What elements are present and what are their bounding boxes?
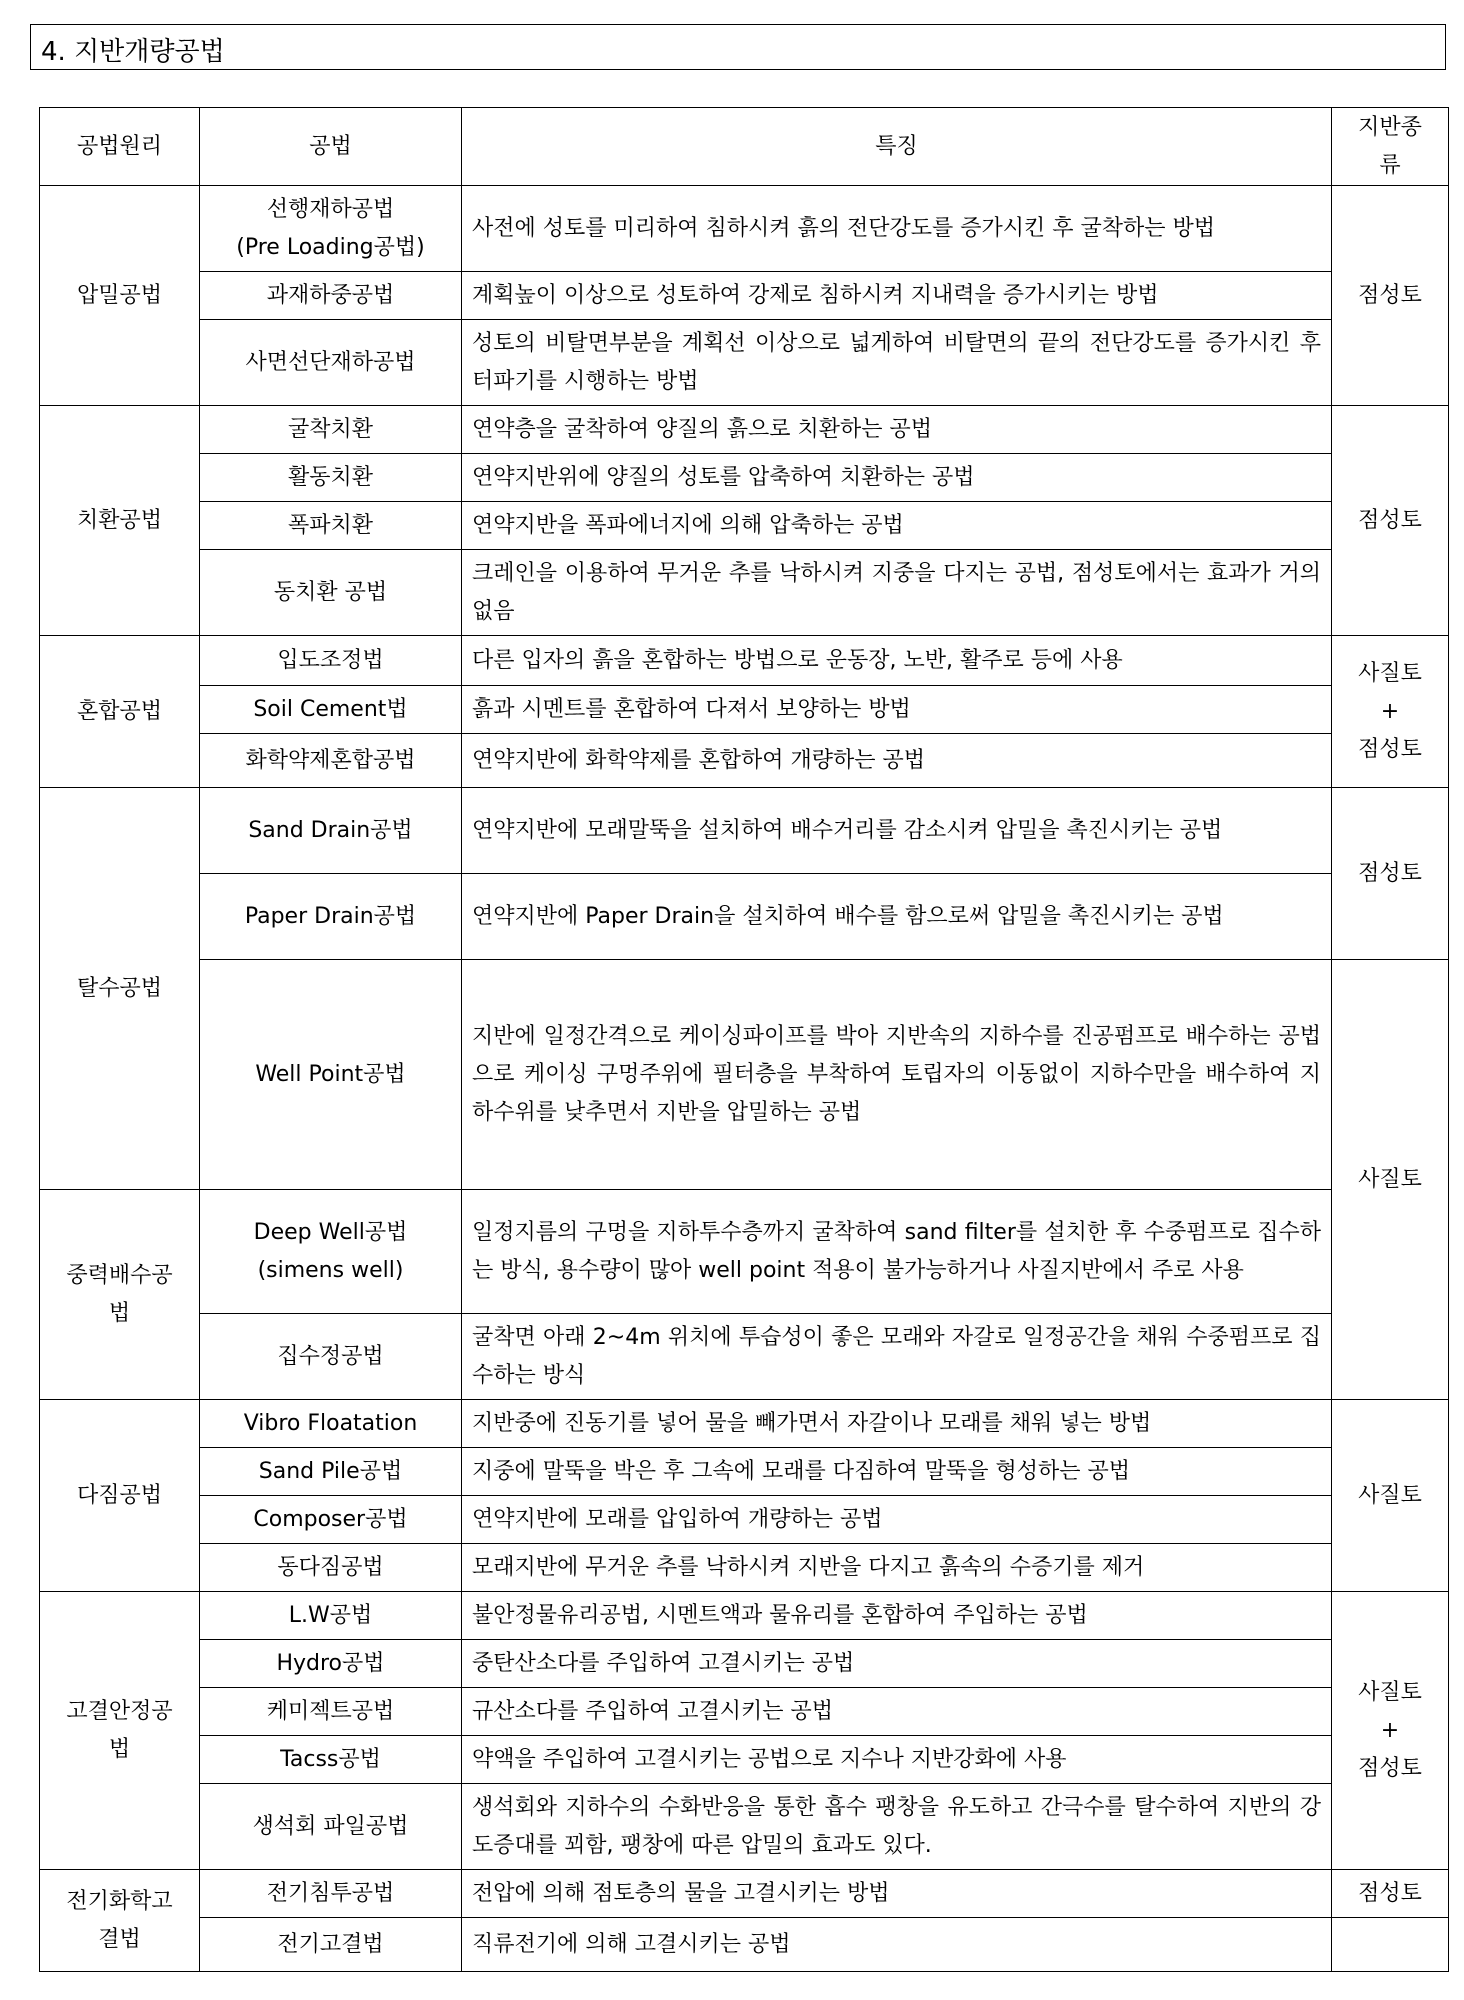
method-cell: 동치환 공법	[200, 550, 462, 636]
feature-cell: 직류전기에 의해 고결시키는 공법	[462, 1918, 1332, 1972]
ground-cell: 점성토	[1332, 406, 1449, 636]
principle-cell: 다짐공법	[40, 1400, 200, 1592]
table-row	[40, 1918, 1449, 1972]
method-cell: 전기고결법	[200, 1918, 462, 1972]
table-row	[40, 1314, 1449, 1400]
principle-cell: 치환공법	[40, 406, 200, 636]
table-row	[40, 1784, 1449, 1870]
header-principle: 공법원리	[40, 108, 200, 186]
feature-cell: 불안정물유리공법, 시멘트액과 물유리를 혼합하여 주입하는 공법	[462, 1592, 1332, 1640]
feature-cell: 계획높이 이상으로 성토하여 강제로 침하시켜 지내력을 증가시키는 방법	[462, 272, 1332, 320]
table-row	[40, 1736, 1449, 1784]
feature-cell: 다른 입자의 흙을 혼합하는 방법으로 운동장, 노반, 활주로 등에 사용	[462, 636, 1332, 686]
feature-cell: 연약지반에 모래를 압입하여 개량하는 공법	[462, 1496, 1332, 1544]
method-cell: 동다짐공법	[200, 1544, 462, 1592]
method-cell: 선행재하공법 (Pre Loading공법)	[200, 186, 462, 272]
table-row	[40, 1688, 1449, 1736]
method-cell: 폭파치환	[200, 502, 462, 550]
method-cell: 화학약제혼합공법	[200, 734, 462, 788]
table-row	[40, 1400, 1449, 1448]
ground-cell: 사질토 + 점성토	[1332, 1592, 1449, 1870]
feature-cell: 중탄산소다를 주입하여 고결시키는 공법	[462, 1640, 1332, 1688]
method-cell: 입도조정법	[200, 636, 462, 686]
table-row	[40, 1496, 1449, 1544]
ground-cell: 점성토	[1332, 788, 1449, 960]
table-row	[40, 320, 1449, 406]
ground-cell	[1332, 1918, 1449, 1972]
table-row	[40, 1448, 1449, 1496]
method-cell: Composer공법	[200, 1496, 462, 1544]
method-cell: L.W공법	[200, 1592, 462, 1640]
feature-cell: 지중에 말뚝을 박은 후 그속에 모래를 다짐하여 말뚝을 형성하는 공법	[462, 1448, 1332, 1496]
feature-cell: 연약지반에 Paper Drain을 설치하여 배수를 함으로써 압밀을 촉진시키는 공법	[462, 874, 1332, 960]
feature-cell: 전압에 의해 점토층의 물을 고결시키는 방법	[462, 1870, 1332, 1918]
table-row	[40, 960, 1449, 1190]
ground-improvement-table	[39, 107, 1449, 1972]
header-feature: 특징	[462, 108, 1332, 186]
feature-cell: 크레인을 이용하여 무거운 추를 낙하시켜 지중을 다지는 공법, 점성토에서는 효과가 거의 없음	[462, 550, 1332, 636]
method-cell: Soil Cement법	[200, 686, 462, 734]
table-row	[40, 1870, 1449, 1918]
principle-cell: 혼합공법	[40, 636, 200, 788]
method-cell: Vibro Floatation	[200, 1400, 462, 1448]
feature-cell: 성토의 비탈면부분을 계획선 이상으로 넓게하여 비탈면의 끝의 전단강도를 증가시킨 후 터파기를 시행하는 방법	[462, 320, 1332, 406]
table-row	[40, 272, 1449, 320]
feature-cell: 굴착면 아래 2~4m 위치에 투습성이 좋은 모래와 자갈로 일정공간을 채워 수중펌프로 집수하는 방식	[462, 1314, 1332, 1400]
feature-cell: 연약층을 굴착하여 양질의 흙으로 치환하는 공법	[462, 406, 1332, 454]
method-cell: 생석회 파일공법	[200, 1784, 462, 1870]
header-method: 공법	[200, 108, 462, 186]
ground-cell: 사질토	[1332, 960, 1449, 1400]
method-cell: Sand Drain공법	[200, 788, 462, 874]
section-title-box	[30, 24, 1446, 70]
feature-cell: 지반중에 진동기를 넣어 물을 빼가면서 자갈이나 모래를 채워 넣는 방법	[462, 1400, 1332, 1448]
ground-cell: 점성토	[1332, 1870, 1449, 1918]
feature-cell: 사전에 성토를 미리하여 침하시켜 흙의 전단강도를 증가시킨 후 굴착하는 방법	[462, 186, 1332, 272]
feature-cell: 연약지반에 화학약제를 혼합하여 개량하는 공법	[462, 734, 1332, 788]
header-ground: 지반종 류	[1332, 108, 1449, 186]
method-cell: 사면선단재하공법	[200, 320, 462, 406]
method-cell: Sand Pile공법	[200, 1448, 462, 1496]
method-cell: Deep Well공법 (simens well)	[200, 1190, 462, 1314]
table-row	[40, 686, 1449, 734]
table-row	[40, 406, 1449, 454]
feature-cell: 규산소다를 주입하여 고결시키는 공법	[462, 1688, 1332, 1736]
feature-cell: 지반에 일정간격으로 케이싱파이프를 박아 지반속의 지하수를 진공펌프로 배수하는 공법으로 케이싱 구멍주위에 필터층을 부착하여 토립자의 이동없이 지하수만을 배수하여 지하수위를 낮추면서 지반을 압밀하는 공법	[462, 960, 1332, 1190]
principle-cell: 중력배수공 법	[40, 1190, 200, 1400]
ground-cell: 사질토 + 점성토	[1332, 636, 1449, 788]
ground-cell: 사질토	[1332, 1400, 1449, 1592]
principle-cell: 전기화학고 결법	[40, 1870, 200, 1972]
section-title: 4. 지반개량공법	[41, 37, 225, 67]
method-cell: 케미젝트공법	[200, 1688, 462, 1736]
feature-cell: 연약지반을 폭파에너지에 의해 압축하는 공법	[462, 502, 1332, 550]
feature-cell: 연약지반에 모래말뚝을 설치하여 배수거리를 감소시켜 압밀을 촉진시키는 공법	[462, 788, 1332, 874]
feature-cell: 모래지반에 무거운 추를 낙하시켜 지반을 다지고 흙속의 수증기를 제거	[462, 1544, 1332, 1592]
feature-cell: 생석회와 지하수의 수화반응을 통한 흡수 팽창을 유도하고 간극수를 탈수하여 지반의 강도증대를 꾀함, 팽창에 따른 압밀의 효과도 있다.	[462, 1784, 1332, 1870]
method-cell: Paper Drain공법	[200, 874, 462, 960]
principle-cell: 압밀공법	[40, 186, 200, 406]
principle-cell: 고결안정공 법	[40, 1592, 200, 1870]
principle-cell: 탈수공법	[40, 788, 200, 1190]
method-cell: Hydro공법	[200, 1640, 462, 1688]
method-cell: 활동치환	[200, 454, 462, 502]
table-row	[40, 186, 1449, 272]
table-row	[40, 636, 1449, 686]
table-row	[40, 734, 1449, 788]
ground-cell: 점성토	[1332, 186, 1449, 406]
feature-cell: 흙과 시멘트를 혼합하여 다져서 보양하는 방법	[462, 686, 1332, 734]
table-row	[40, 1190, 1449, 1314]
method-cell: Well Point공법	[200, 960, 462, 1190]
table-row	[40, 1640, 1449, 1688]
method-cell: 집수정공법	[200, 1314, 462, 1400]
table-row	[40, 502, 1449, 550]
method-cell: Tacss공법	[200, 1736, 462, 1784]
feature-cell: 일정지름의 구멍을 지하투수층까지 굴착하여 sand filter를 설치한 후 수중펌프로 집수하는 방식, 용수량이 많아 well point 적용이 불가능하거나 사질지반에서 주로 사용	[462, 1190, 1332, 1314]
feature-cell: 연약지반위에 양질의 성토를 압축하여 치환하는 공법	[462, 454, 1332, 502]
method-cell: 굴착치환	[200, 406, 462, 454]
method-cell: 과재하중공법	[200, 272, 462, 320]
method-cell: 전기침투공법	[200, 1870, 462, 1918]
table-row	[40, 550, 1449, 636]
table-row	[40, 1592, 1449, 1640]
table-row	[40, 454, 1449, 502]
table-row	[40, 1544, 1449, 1592]
table-row	[40, 788, 1449, 874]
table-row	[40, 874, 1449, 960]
feature-cell: 약액을 주입하여 고결시키는 공법으로 지수나 지반강화에 사용	[462, 1736, 1332, 1784]
